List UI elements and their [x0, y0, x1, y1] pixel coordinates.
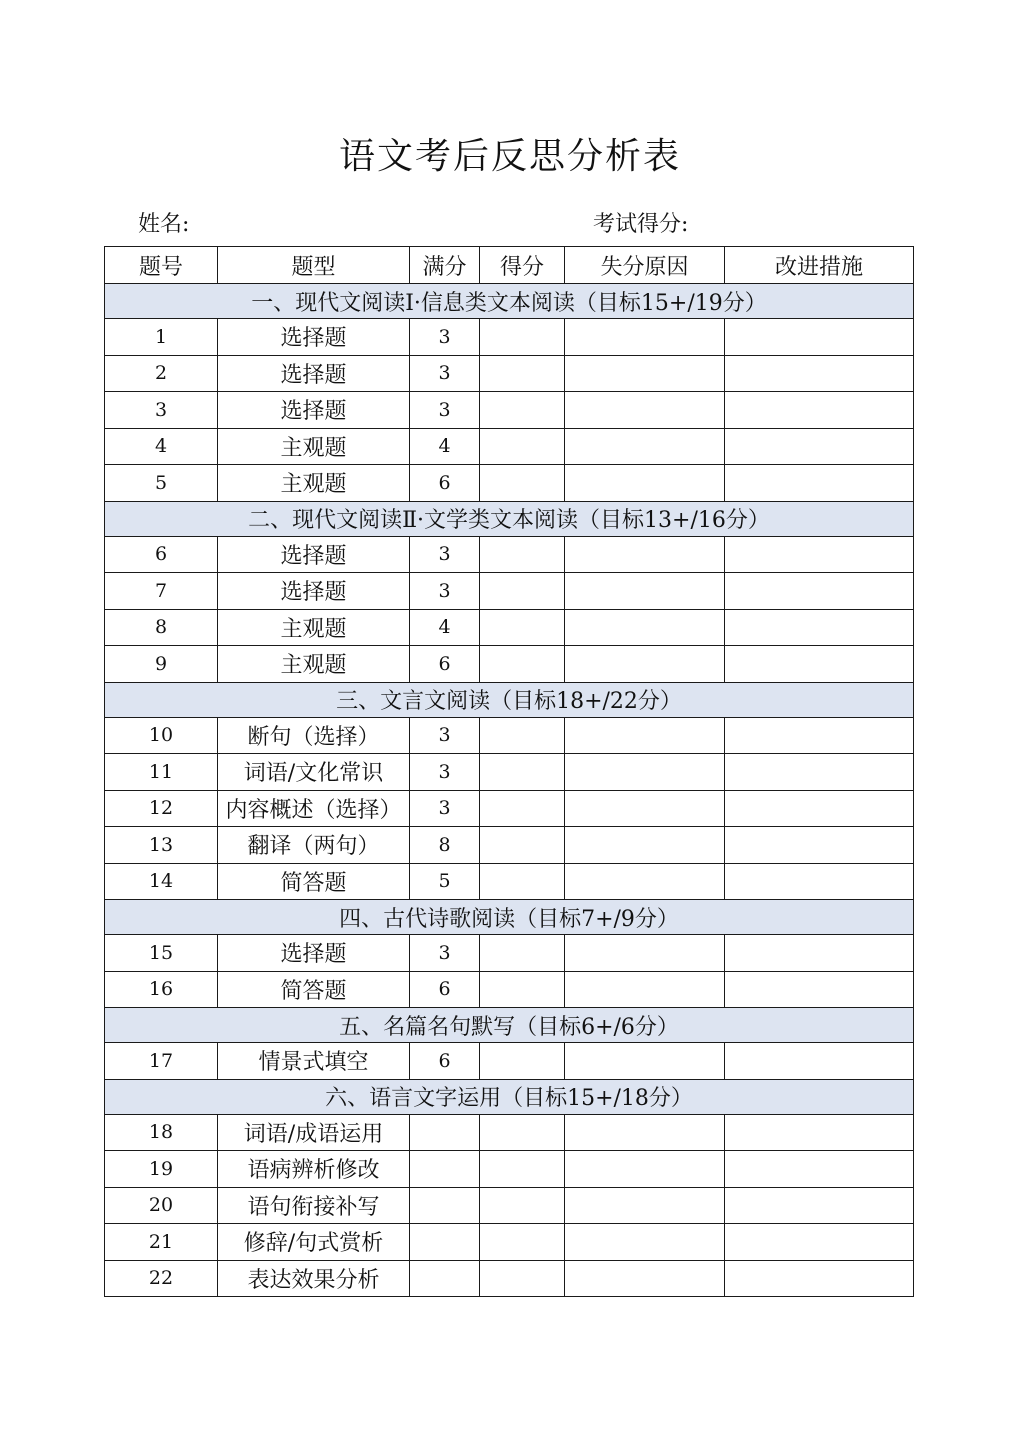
full-score: 3 [410, 790, 480, 827]
full-score: 3 [410, 536, 480, 573]
improvement-cell[interactable] [725, 392, 914, 429]
score-cell[interactable] [480, 428, 565, 465]
full-score: 3 [410, 935, 480, 972]
improvement-cell[interactable] [725, 790, 914, 827]
full-score: 3 [410, 717, 480, 754]
section-title: 二、现代文阅读Ⅱ·文学类文本阅读（目标13+/16分） [105, 501, 914, 536]
section-title: 四、古代诗歌阅读（目标7+/9分） [105, 900, 914, 935]
header-score: 得分 [480, 247, 565, 284]
table-row [105, 646, 914, 683]
table-row [105, 1151, 914, 1188]
question-number: 1 [105, 319, 218, 356]
score-cell[interactable] [480, 1114, 565, 1151]
question-number: 14 [105, 863, 218, 900]
improvement-cell[interactable] [725, 1260, 914, 1297]
loss-reason-cell[interactable] [565, 355, 725, 392]
score-cell[interactable] [480, 392, 565, 429]
question-number: 12 [105, 790, 218, 827]
question-number: 22 [105, 1260, 218, 1297]
full-score: 6 [410, 1043, 480, 1080]
full-score [410, 1114, 480, 1151]
header-loss-reason: 失分原因 [565, 247, 725, 284]
full-score: 4 [410, 428, 480, 465]
table-row [105, 465, 914, 502]
score-cell[interactable] [480, 863, 565, 900]
question-number: 21 [105, 1224, 218, 1261]
question-type: 简答题 [218, 971, 410, 1008]
score-cell[interactable] [480, 1151, 565, 1188]
loss-reason-cell[interactable] [565, 428, 725, 465]
question-number: 18 [105, 1114, 218, 1151]
page-title: 语文考后反思分析表 [338, 136, 681, 177]
table-row [105, 428, 914, 465]
score-cell[interactable] [480, 790, 565, 827]
score-cell[interactable] [480, 1224, 565, 1261]
question-number: 11 [105, 754, 218, 791]
full-score: 6 [410, 971, 480, 1008]
table-row [105, 1224, 914, 1261]
improvement-cell[interactable] [725, 717, 914, 754]
section-title: 六、语言文字运用（目标15+/18分） [105, 1079, 914, 1114]
loss-reason-cell[interactable] [565, 1187, 725, 1224]
loss-reason-cell[interactable] [565, 790, 725, 827]
full-score [410, 1260, 480, 1297]
section-row [105, 900, 914, 935]
loss-reason-cell[interactable] [565, 1043, 725, 1080]
table-row [105, 1114, 914, 1151]
question-type: 简答题 [218, 863, 410, 900]
question-number: 13 [105, 827, 218, 864]
question-type: 翻译（两句） [218, 827, 410, 864]
score-cell[interactable] [480, 754, 565, 791]
table-row [105, 1187, 914, 1224]
section-title: 三、文言文阅读（目标18+/22分） [105, 682, 914, 717]
full-score: 4 [410, 609, 480, 646]
section-title: 五、名篇名句默写（目标6+/6分） [105, 1008, 914, 1043]
improvement-cell[interactable] [725, 754, 914, 791]
score-cell[interactable] [480, 827, 565, 864]
improvement-cell[interactable] [725, 573, 914, 610]
score-cell[interactable] [480, 1187, 565, 1224]
score-cell[interactable] [480, 1260, 565, 1297]
score-cell[interactable] [480, 355, 565, 392]
full-score: 6 [410, 465, 480, 502]
question-number: 16 [105, 971, 218, 1008]
header-question-number: 题号 [105, 247, 218, 284]
improvement-cell[interactable] [725, 1187, 914, 1224]
improvement-cell[interactable] [725, 827, 914, 864]
improvement-cell[interactable] [725, 1043, 914, 1080]
question-type: 主观题 [218, 646, 410, 683]
question-type: 选择题 [218, 355, 410, 392]
full-score: 3 [410, 319, 480, 356]
loss-reason-cell[interactable] [565, 392, 725, 429]
loss-reason-cell[interactable] [565, 827, 725, 864]
question-type: 主观题 [218, 609, 410, 646]
question-type: 词语/文化常识 [218, 754, 410, 791]
improvement-cell[interactable] [725, 863, 914, 900]
score-cell[interactable] [480, 1043, 565, 1080]
question-type: 选择题 [218, 536, 410, 573]
table-row [105, 1043, 914, 1080]
table-row [105, 319, 914, 356]
section-row [105, 1079, 914, 1114]
table-body [105, 284, 914, 1297]
analysis-table [104, 246, 914, 1297]
improvement-cell[interactable] [725, 935, 914, 972]
loss-reason-cell[interactable] [565, 935, 725, 972]
full-score [410, 1151, 480, 1188]
improvement-cell[interactable] [725, 609, 914, 646]
improvement-cell[interactable] [725, 646, 914, 683]
loss-reason-cell[interactable] [565, 717, 725, 754]
score-cell[interactable] [480, 646, 565, 683]
section-row [105, 284, 914, 319]
table-row [105, 863, 914, 900]
full-score: 3 [410, 355, 480, 392]
question-type: 断句（选择） [218, 717, 410, 754]
question-type: 选择题 [218, 573, 410, 610]
table-row [105, 971, 914, 1008]
full-score: 5 [410, 863, 480, 900]
improvement-cell[interactable] [725, 1151, 914, 1188]
full-score [410, 1224, 480, 1261]
full-score: 3 [410, 392, 480, 429]
full-score: 6 [410, 646, 480, 683]
full-score: 3 [410, 573, 480, 610]
improvement-cell[interactable] [725, 355, 914, 392]
table-row [105, 717, 914, 754]
header-full-score: 满分 [410, 247, 480, 284]
table-row [105, 355, 914, 392]
improvement-cell[interactable] [725, 1114, 914, 1151]
loss-reason-cell[interactable] [565, 573, 725, 610]
question-number: 6 [105, 536, 218, 573]
question-number: 3 [105, 392, 218, 429]
score-cell[interactable] [480, 319, 565, 356]
question-type: 选择题 [218, 392, 410, 429]
question-type: 情景式填空 [218, 1043, 410, 1080]
loss-reason-cell[interactable] [565, 465, 725, 502]
full-score [410, 1187, 480, 1224]
question-type: 语句衔接补写 [218, 1187, 410, 1224]
improvement-cell[interactable] [725, 1224, 914, 1261]
score-cell[interactable] [480, 609, 565, 646]
loss-reason-cell[interactable] [565, 1260, 725, 1297]
table-row [105, 609, 914, 646]
header-question-type: 题型 [218, 247, 410, 284]
loss-reason-cell[interactable] [565, 863, 725, 900]
section-row [105, 682, 914, 717]
table-row [105, 935, 914, 972]
question-number: 4 [105, 428, 218, 465]
score-cell[interactable] [480, 465, 565, 502]
improvement-cell[interactable] [725, 536, 914, 573]
question-number: 9 [105, 646, 218, 683]
question-number: 15 [105, 935, 218, 972]
improvement-cell[interactable] [725, 428, 914, 465]
full-score: 8 [410, 827, 480, 864]
question-number: 7 [105, 573, 218, 610]
section-row [105, 1008, 914, 1043]
score-cell[interactable] [480, 717, 565, 754]
table-row [105, 1260, 914, 1297]
improvement-cell[interactable] [725, 465, 914, 502]
question-type: 修辞/句式赏析 [218, 1224, 410, 1261]
header-row [105, 247, 914, 284]
question-type: 主观题 [218, 465, 410, 502]
score-cell[interactable] [480, 536, 565, 573]
loss-reason-cell[interactable] [565, 754, 725, 791]
loss-reason-cell[interactable] [565, 1151, 725, 1188]
table-row [105, 790, 914, 827]
question-number: 19 [105, 1151, 218, 1188]
improvement-cell[interactable] [725, 319, 914, 356]
table-row [105, 536, 914, 573]
question-number: 2 [105, 355, 218, 392]
question-type: 选择题 [218, 319, 410, 356]
exam-score-label: 考试得分: [593, 212, 689, 237]
question-type: 内容概述（选择） [218, 790, 410, 827]
score-cell[interactable] [480, 573, 565, 610]
loss-reason-cell[interactable] [565, 609, 725, 646]
question-type: 主观题 [218, 428, 410, 465]
question-number: 20 [105, 1187, 218, 1224]
loss-reason-cell[interactable] [565, 1224, 725, 1261]
score-cell[interactable] [480, 971, 565, 1008]
question-type: 表达效果分析 [218, 1260, 410, 1297]
name-label: 姓名: [138, 212, 190, 237]
table-row [105, 392, 914, 429]
question-number: 5 [105, 465, 218, 502]
header-improvement: 改进措施 [725, 247, 914, 284]
section-title: 一、现代文阅读Ⅰ·信息类文本阅读（目标15+/19分） [105, 284, 914, 319]
score-cell[interactable] [480, 935, 565, 972]
loss-reason-cell[interactable] [565, 646, 725, 683]
question-number: 10 [105, 717, 218, 754]
table-row [105, 827, 914, 864]
question-type: 词语/成语运用 [218, 1114, 410, 1151]
loss-reason-cell[interactable] [565, 536, 725, 573]
question-number: 17 [105, 1043, 218, 1080]
improvement-cell[interactable] [725, 971, 914, 1008]
loss-reason-cell[interactable] [565, 1114, 725, 1151]
question-type: 语病辨析修改 [218, 1151, 410, 1188]
loss-reason-cell[interactable] [565, 319, 725, 356]
full-score: 3 [410, 754, 480, 791]
loss-reason-cell[interactable] [565, 971, 725, 1008]
section-row [105, 501, 914, 536]
table-row [105, 573, 914, 610]
question-number: 8 [105, 609, 218, 646]
question-type: 选择题 [218, 935, 410, 972]
table-row [105, 754, 914, 791]
